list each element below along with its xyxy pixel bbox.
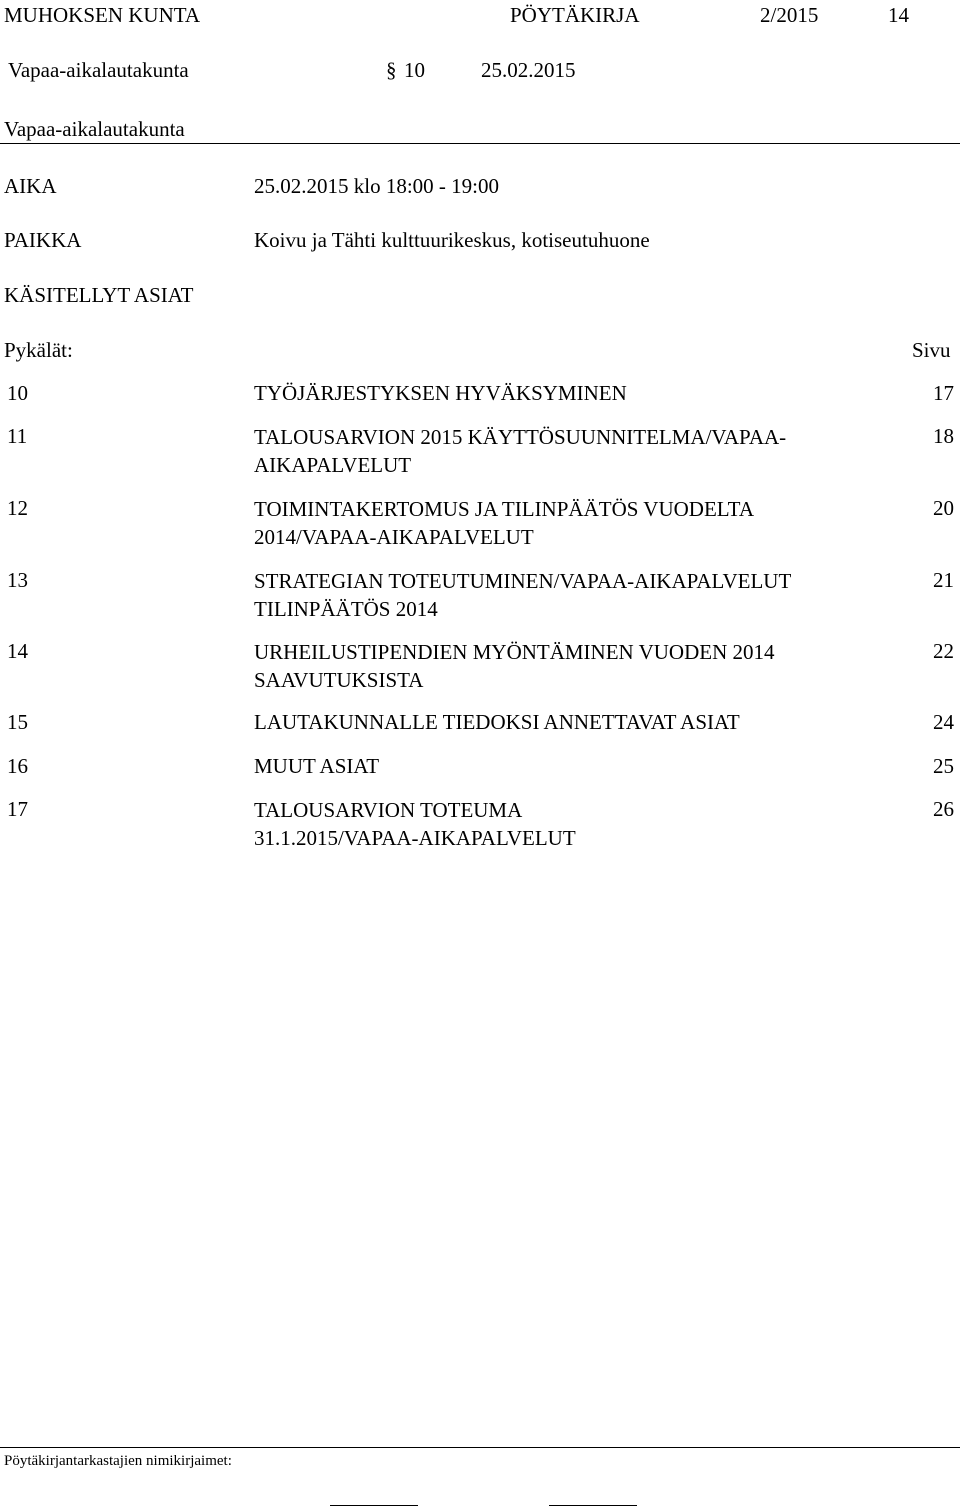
signature-label: Pöytäkirjantarkastajien nimikirjaimet: xyxy=(4,1453,232,1469)
agenda-item-title: TYÖJÄRJESTYKSEN HYVÄKSYMINEN xyxy=(254,381,627,405)
place-label: PAIKKA xyxy=(4,228,82,252)
municipality-name: MUHOKSEN KUNTA xyxy=(4,3,201,27)
section-number: 10 xyxy=(404,58,425,82)
agenda-item-page: 20 xyxy=(933,496,954,520)
agenda-item-title: TALOUSARVION 2015 KÄYTTÖSUUNNITELMA/VAPAA-AIKAPALVELUT xyxy=(254,425,787,477)
header-date: 25.02.2015 xyxy=(481,58,576,82)
agenda-heading: KÄSITELLYT ASIAT xyxy=(4,283,194,307)
agenda-item-number: 15 xyxy=(7,710,28,734)
place-value: Koivu ja Tähti kulttuurikeskus, kotiseutuhuone xyxy=(254,228,650,252)
agenda-item-title: LAUTAKUNNALLE TIEDOKSI ANNETTAVAT ASIAT xyxy=(254,710,740,734)
agenda-item-title: MUUT ASIAT xyxy=(254,754,380,778)
footer-divider xyxy=(0,1447,960,1448)
page-number: 14 xyxy=(888,3,909,27)
agenda-item-number: 13 xyxy=(7,568,28,592)
agenda-item-page: 25 xyxy=(933,754,954,778)
agenda-item-title: STRATEGIAN TOTEUTUMINEN/VAPAA-AIKAPALVELUT TILINPÄÄTÖS 2014 xyxy=(254,569,791,621)
document-number: 2/2015 xyxy=(760,3,819,27)
meeting-committee: Vapaa-aikalautakunta xyxy=(4,117,185,141)
agenda-item-number: 17 xyxy=(7,797,28,821)
agenda-item-page: 26 xyxy=(933,797,954,821)
agenda-item-page: 22 xyxy=(933,639,954,663)
agenda-item-title: TOIMINTAKERTOMUS JA TILINPÄÄTÖS VUODELTA 2014/VAPAA-AIKAPALVELUT xyxy=(254,497,753,549)
agenda-item-page: 24 xyxy=(933,710,954,734)
agenda-item-number: 16 xyxy=(7,754,28,778)
agenda-item-number: 11 xyxy=(7,424,28,448)
agenda-item-number: 14 xyxy=(7,639,28,663)
signature-line xyxy=(330,1505,418,1506)
document-type: PÖYTÄKIRJA xyxy=(510,3,640,27)
agenda-item-number: 12 xyxy=(7,496,28,520)
agenda-item-number: 10 xyxy=(7,381,28,405)
column-page: Sivu xyxy=(912,338,951,362)
header-divider xyxy=(0,143,960,144)
agenda-item-title: URHEILUSTIPENDIEN MYÖNTÄMINEN VUODEN 2014 SAAVUTUKSISTA xyxy=(254,640,775,692)
agenda-item-page: 18 xyxy=(933,424,954,448)
agenda-item-page: 17 xyxy=(933,381,954,405)
signature-line xyxy=(549,1505,637,1506)
section-symbol: § xyxy=(386,58,397,82)
agenda-item-page: 21 xyxy=(933,568,954,592)
column-sections: Pykälät: xyxy=(4,338,73,362)
agenda-item-title: TALOUSARVION TOTEUMA 31.1.2015/VAPAA-AIKAPALVELUT xyxy=(254,798,576,850)
header-committee: Vapaa-aikalautakunta xyxy=(8,58,189,82)
time-value: 25.02.2015 klo 18:00 - 19:00 xyxy=(254,174,499,198)
time-label: AIKA xyxy=(4,174,57,198)
